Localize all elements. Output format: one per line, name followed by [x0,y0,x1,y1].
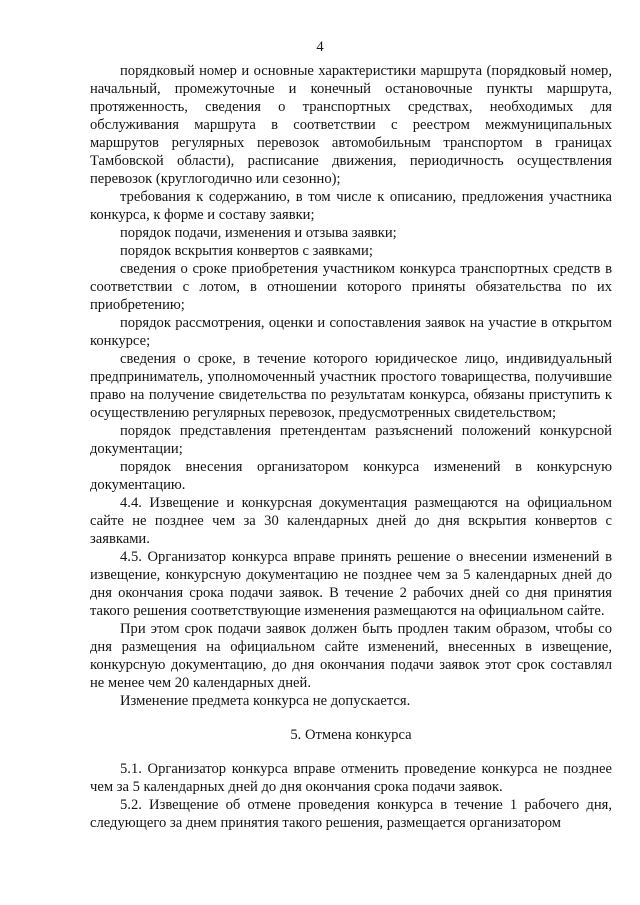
paragraph: 5.1. Организатор конкурса вправе отменить проведение конкурса не позднее чем за 5 календарных дней до дня окончания срока подачи заявок. [90,761,612,795]
paragraph: 5.2. Извещение об отмене проведения конкурса в течение 1 рабочего дня, следующего за днем принятия такого решения, размещается организатором [90,797,612,831]
page-number: 4 [316,39,324,55]
paragraph: порядок внесения организатором конкурса изменений в конкурсную документацию. [90,459,612,493]
paragraph: сведения о сроке, в течение которого юридическое лицо, индивидуальный предприниматель, уполномоченный участник простого товарищества, получившие право на получение свидетельства по результатам конкурса, обязаны приступить к осуществлению регулярных перевозок, предусмотренных свидетельством; [90,351,612,421]
paragraph: При этом срок подачи заявок должен быть продлен таким образом, чтобы со дня размещения на официальном сайте изменений, внесенных в извещение, конкурсную документацию, до дня окончания подачи заявок этот срок составлял не менее чем 20 календарных дней. [90,621,612,691]
paragraph: требования к содержанию, в том числе к описанию, предложения участника конкурса, к форме и составу заявки; [90,189,612,223]
paragraph: порядок подачи, изменения и отзыва заявки; [120,225,397,241]
paragraph: 4.4. Извещение и конкурсная документация размещаются на официальном сайте не позднее чем за 30 календарных дней до дня вскрытия конвертов с заявками. [90,495,612,547]
paragraph: порядок представления претендентам разъяснений положений конкурсной документации; [90,423,612,457]
section-heading: 5. Отмена конкурса [290,727,412,743]
paragraph: порядковый номер и основные характеристики маршрута (порядковый номер, начальный, промежуточные и конечный остановочные пункты маршрута, протяженность, сведения о транспортных средствах, необходимых для обслуживания маршрута в соответствии с реестром межмуниципальных маршрутов регулярных перевозок автомобильным транспортом в границах Тамбовской области), расписание движения, периодичность осуществления перевозок (круглогодично или сезонно); [90,63,612,187]
paragraph: Изменение предмета конкурса не допускается. [120,693,411,709]
paragraph: порядок рассмотрения, оценки и сопоставления заявок на участие в открытом конкурсе; [90,315,612,349]
paragraph: 4.5. Организатор конкурса вправе принять решение о внесении изменений в извещение, конкурсную документацию не позднее чем за 5 календарных дней до дня окончания срока подачи заявок. В течение 2 рабочих дней со дня принятия такого решения соответствующие изменения размещаются на официальном сайте. [90,549,612,619]
paragraph: порядок вскрытия конвертов с заявками; [120,243,373,259]
document-body [90,62,612,832]
paragraph: сведения о сроке приобретения участником конкурса транспортных средств в соответствии с лотом, в отношении которого приняты обязательства по их приобретению; [90,261,612,313]
